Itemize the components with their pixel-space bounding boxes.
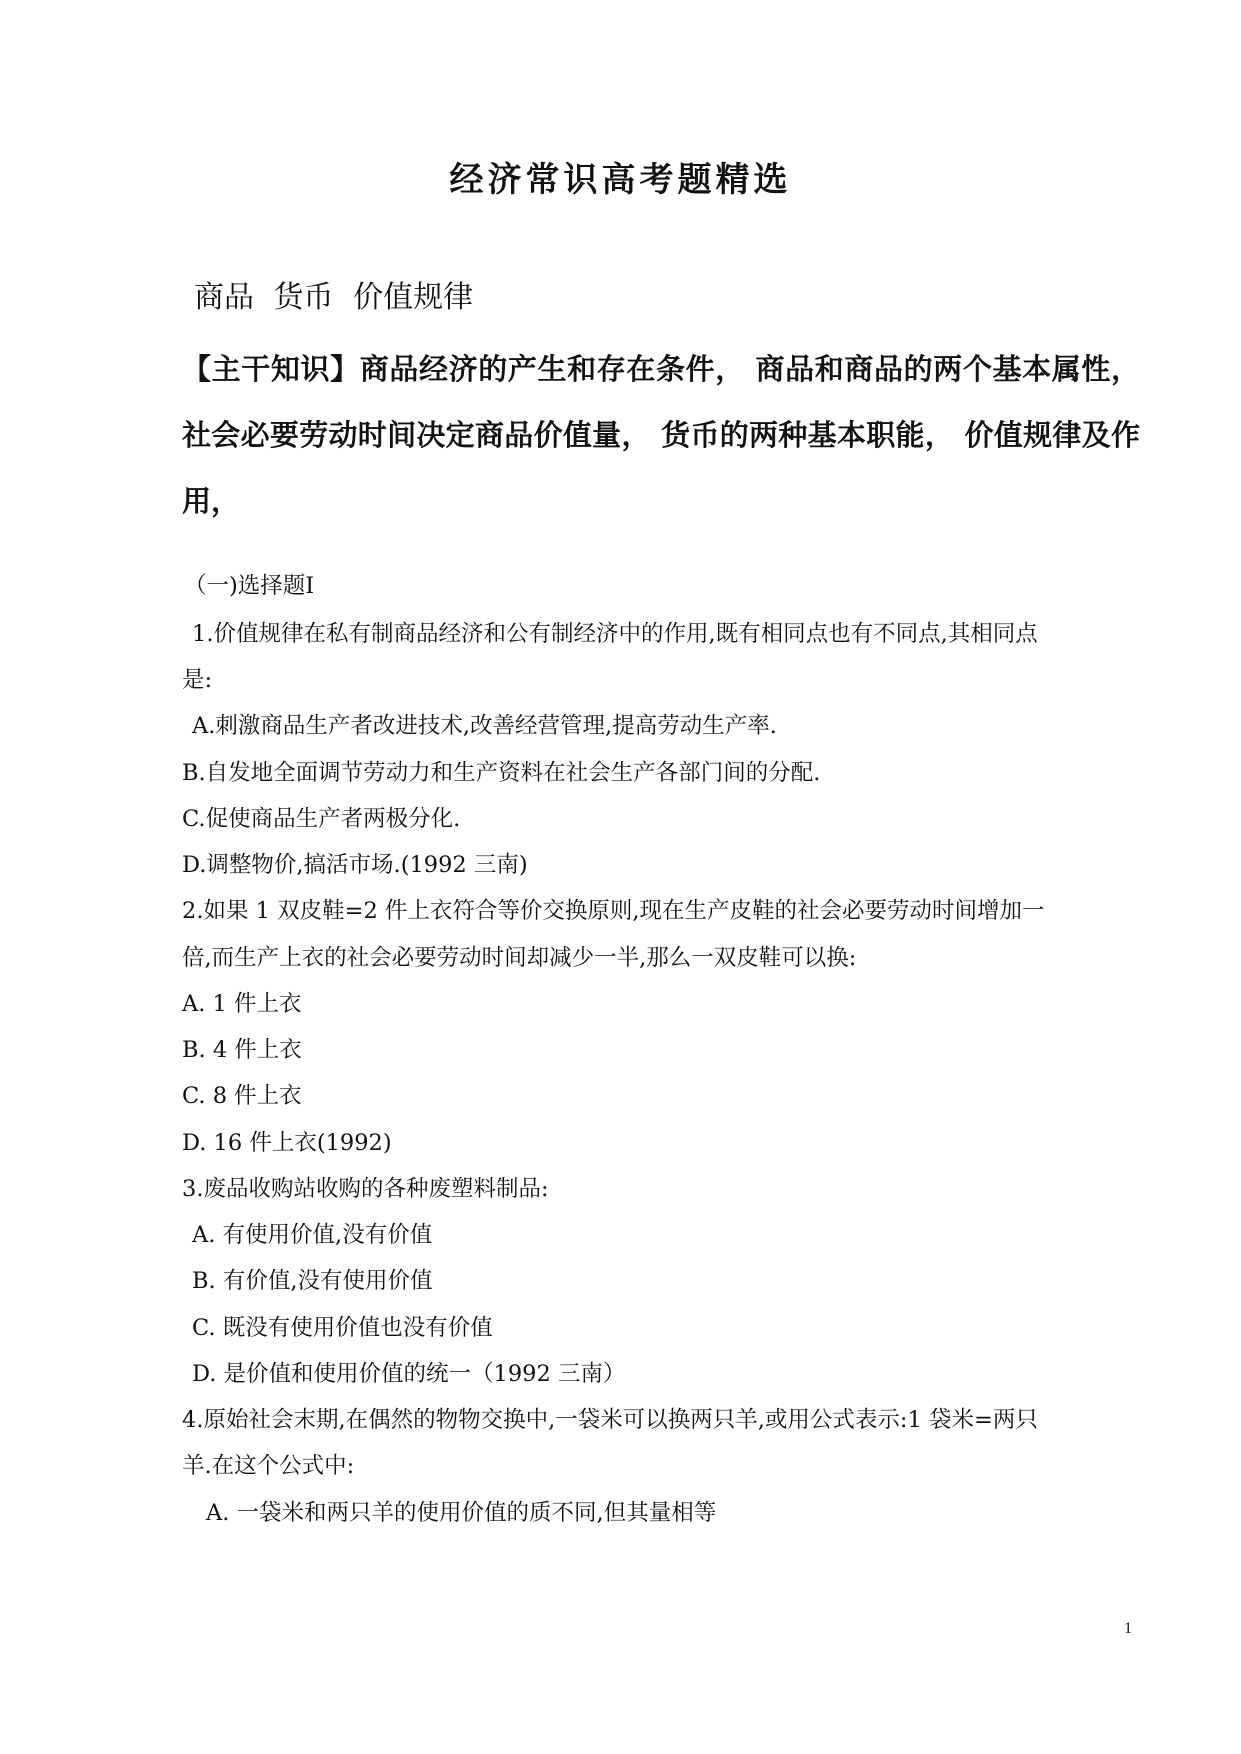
- subsection-heading: （一)选择题Ⅰ: [184, 573, 315, 599]
- question-1-text: 1.价值规律在私有制商品经济和公有制经济中的作用,既有相同点也有不同点,其相同点: [192, 621, 1038, 647]
- page-number: 1: [1124, 1620, 1132, 1637]
- question-2-option-c: C. 8 件上衣: [182, 1083, 302, 1109]
- section-heading: 商品 货币 价值规律: [194, 280, 474, 315]
- key-knowledge-paragraph: 【主干知识】商品经济的产生和存在条件， 商品和商品的两个基本属性，社会必要劳动时间决定商品价值量， 货币的两种基本职能， 价值规律及作用，: [182, 352, 1140, 518]
- page-title: 经济常识高考题精选: [449, 160, 792, 200]
- question-3-option-c: C. 既没有使用价值也没有价值: [192, 1315, 493, 1341]
- question-3-text: 3.废品收购站收购的各种废塑料制品:: [182, 1176, 549, 1202]
- question-2-option-a: A. 1 件上衣: [182, 991, 302, 1017]
- question-4-text: 4.原始社会末期,在偶然的物物交换中,一袋米可以换两只羊,或用公式表示:1 袋米=两只: [182, 1407, 1038, 1433]
- question-1-option-b: B.自发地全面调节劳动力和生产资料在社会生产各部门间的分配.: [182, 760, 821, 786]
- question-4-text-continued: 羊.在这个公式中:: [182, 1453, 355, 1479]
- question-3-option-b: B. 有价值,没有使用价值: [192, 1268, 433, 1294]
- question-2-option-b: B. 4 件上衣: [182, 1037, 302, 1063]
- question-1-option-c: C.促使商品生产者两极分化.: [182, 806, 461, 832]
- question-2-text-continued: 倍,而生产上衣的社会必要劳动时间却减少一半,那么一双皮鞋可以换:: [182, 945, 857, 971]
- question-1-option-a: A.刺激商品生产者改进技术,改善经营管理,提高劳动生产率.: [192, 713, 777, 739]
- question-3-option-d: D. 是价值和使用价值的统一（1992 三南）: [192, 1361, 626, 1387]
- question-1-text-continued: 是:: [182, 667, 213, 693]
- question-1-option-d: D.调整物价,搞活市场.(1992 三南): [182, 852, 528, 878]
- question-4-option-a: A. 一袋米和两只羊的使用价值的质不同,但其量相等: [206, 1500, 717, 1526]
- question-3-option-a: A. 有使用价值,没有价值: [192, 1222, 433, 1248]
- question-2-text: 2.如果 1 双皮鞋=2 件上衣符合等价交换原则,现在生产皮鞋的社会必要劳动时间增加一: [182, 898, 1045, 924]
- question-2-option-d: D. 16 件上衣(1992): [182, 1130, 392, 1156]
